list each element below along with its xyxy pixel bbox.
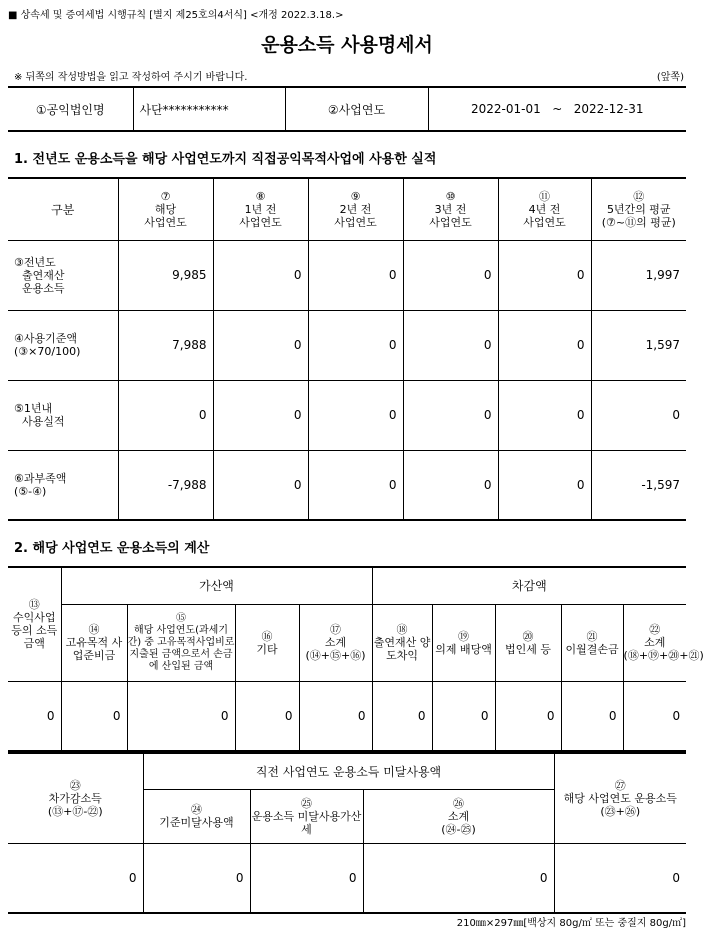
table-row xyxy=(8,380,686,450)
row-label: ③전년도 출연재산 운용소득 xyxy=(8,240,118,310)
cell-value: 0 xyxy=(591,380,686,450)
cell-value: 0 xyxy=(623,681,686,751)
cell-value: 9,985 xyxy=(118,240,213,310)
col-header-10: ⑩ 3년 전 사업연도 xyxy=(403,178,498,240)
cell-value: 0 xyxy=(213,240,308,310)
instruction-note: ※ 뒤쪽의 작성방법을 읽고 작성하여 주시기 바랍니다. xyxy=(14,72,248,83)
cell-value: 0 xyxy=(403,310,498,380)
cell-value: 0 xyxy=(498,450,591,520)
year-tilde: ~ xyxy=(552,102,563,116)
c21-header: ㉑ 이월결손금 xyxy=(561,604,623,681)
cell-value: 0 xyxy=(118,380,213,450)
cell-value: 0 xyxy=(61,681,127,751)
table-row xyxy=(8,240,686,310)
cell-value: 0 xyxy=(554,843,686,913)
section1-title: 1. 전년도 운용소득을 해당 사업연도까지 직접공익목적사업에 사용한 실적 xyxy=(14,152,437,167)
cell-value: 0 xyxy=(8,681,61,751)
cell-value: 0 xyxy=(403,450,498,520)
section2-title: 2. 해당 사업연도 운용소득의 계산 xyxy=(14,541,210,556)
cell-value: 7,988 xyxy=(118,310,213,380)
year-end: 2022-12-31 xyxy=(573,102,644,116)
col-header-11: ⑪ 4년 전 사업연도 xyxy=(498,178,591,240)
table-row xyxy=(8,450,686,520)
col-header-12: ⑫ 5년간의 평균 (⑦~⑪의 평균) xyxy=(591,178,686,240)
c17-header: ⑰ 소계 (⑭+⑮+⑯) xyxy=(299,604,372,681)
c24-header: ㉔ 기준미달사용액 xyxy=(143,789,250,843)
cell-value: 0 xyxy=(213,380,308,450)
c19-header: ⑲ 의제 배당액 xyxy=(432,604,495,681)
cell-value: 0 xyxy=(299,681,372,751)
col-header-7: ⑦ 해당 사업연도 xyxy=(118,178,213,240)
page-title: 운용소득 사용명세서 xyxy=(261,34,433,56)
cell-value: 0 xyxy=(250,843,363,913)
cell-value: 0 xyxy=(308,450,403,520)
row-label: ⑥과부족액 (⑤-④) xyxy=(8,450,118,520)
subtract-header: 차감액 xyxy=(372,567,686,604)
year-start: 2022-01-01 xyxy=(471,102,541,116)
table-row xyxy=(8,843,686,913)
cell-value: 0 xyxy=(372,681,432,751)
cell-value: 0 xyxy=(403,240,498,310)
cell-value: 0 xyxy=(308,240,403,310)
add-header: 가산액 xyxy=(61,567,372,604)
c15-header: ⑮ 해당 사업연도(과세기간) 중 고유목적사업비로 지출된 금액으로서 손금에 산입된 금액 xyxy=(127,604,235,681)
cell-value: 0 xyxy=(561,681,623,751)
c16-header: ⑯ 기타 xyxy=(235,604,299,681)
c22-header: ㉒ 소계 (⑱+⑲+⑳+㉑) xyxy=(623,604,686,681)
cell-value: 0 xyxy=(308,310,403,380)
section1-table xyxy=(8,177,686,521)
cell-value: 0 xyxy=(498,380,591,450)
row-label: ⑤1년내 사용실적 xyxy=(8,380,118,450)
cell-value: 0 xyxy=(213,450,308,520)
col-header-9: ⑨ 2년 전 사업연도 xyxy=(308,178,403,240)
corp-name-value: 사단*********** xyxy=(133,87,285,131)
cell-value: 0 xyxy=(213,310,308,380)
business-year-label: ②사업연도 xyxy=(285,87,428,131)
business-year-value xyxy=(428,87,686,131)
c26-header: ㉖ 소계 (㉔-㉕) xyxy=(363,789,554,843)
c14-header: ⑭ 고유목적 사업준비금 xyxy=(61,604,127,681)
cell-value: 0 xyxy=(498,240,591,310)
cell-value: 0 xyxy=(8,843,143,913)
cell-value: 0 xyxy=(432,681,495,751)
col-header-category: 구분 xyxy=(8,178,118,240)
c18-header: ⑱ 출연재산 양도차익 xyxy=(372,604,432,681)
section2-table-b xyxy=(8,752,686,914)
table-row xyxy=(8,681,686,751)
cell-value: 0 xyxy=(143,843,250,913)
corp-name-label: ①공익법인명 xyxy=(8,87,133,131)
col-header-8: ⑧ 1년 전 사업연도 xyxy=(213,178,308,240)
c23-header: ㉓ 차가감소득 (⑬+⑰-㉒) xyxy=(8,753,143,843)
cell-value: 0 xyxy=(127,681,235,751)
c25-header: ㉕ 운용소득 미달사용가산세 xyxy=(250,789,363,843)
law-reference: ■ 상속세 및 증여세법 시행규칙 [별지 제25호의4서식] <개정 2022.3.18.> xyxy=(8,10,344,21)
cell-value: -7,988 xyxy=(118,450,213,520)
cell-value: -1,597 xyxy=(591,450,686,520)
table-row xyxy=(8,310,686,380)
c20-header: ⑳ 법인세 등 xyxy=(495,604,561,681)
cell-value: 0 xyxy=(403,380,498,450)
unused-header: 직전 사업연도 운용소득 미달사용액 xyxy=(143,753,554,789)
row-label: ④사용기준액 (③×70/100) xyxy=(8,310,118,380)
page-side-label: (앞쪽) xyxy=(656,72,684,83)
cell-value: 1,997 xyxy=(591,240,686,310)
c27-header: ㉗ 해당 사업연도 운용소득 (㉓+㉖) xyxy=(554,753,686,843)
cell-value: 0 xyxy=(495,681,561,751)
info-table xyxy=(8,86,686,132)
cell-value: 0 xyxy=(363,843,554,913)
cell-value: 0 xyxy=(235,681,299,751)
section2-table-a xyxy=(8,566,704,752)
cell-value: 1,597 xyxy=(591,310,686,380)
paper-spec: 210㎜×297㎜[백상지 80g/㎡ 또는 중질지 80g/㎡] xyxy=(456,918,686,929)
c13-header: ⑬ 수익사업 등의 소득금액 xyxy=(8,567,61,681)
cell-value: 0 xyxy=(308,380,403,450)
cell-value: 0 xyxy=(498,310,591,380)
